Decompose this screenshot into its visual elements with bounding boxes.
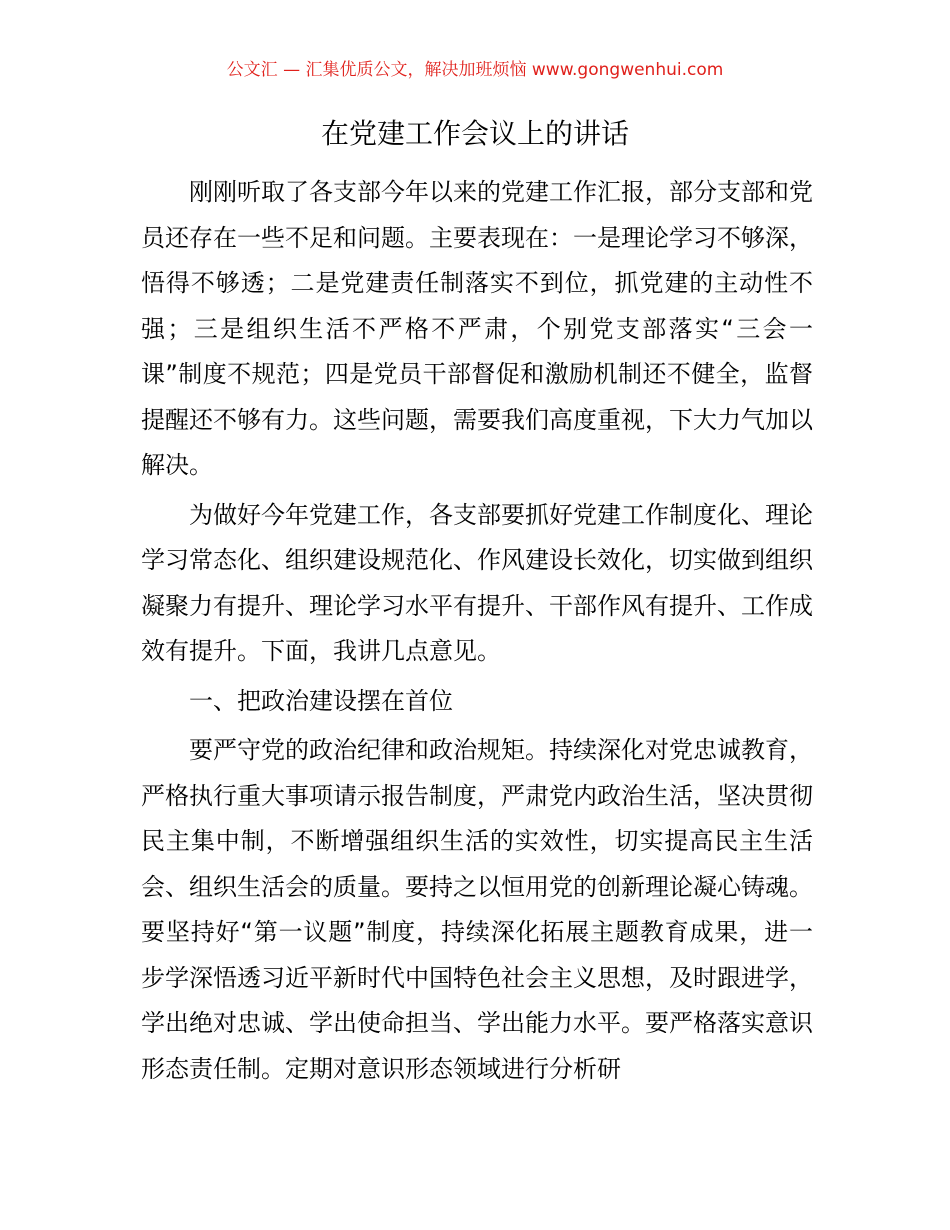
section-heading-1: 一、把政治建设摆在首位 [189,686,453,715]
document-body [141,170,813,1096]
section-1-paragraph: 要严守党的政治纪律和政治规矩。持续深化对党忠诚教育，严格执行重大事项请示报告制度，严肃党内政治生活，坚决贯彻民主集中制，不断增强组织生活的实效性，切实提高民主生活会、组织生活会的质量。要持之以恒用党的创新理论凝心铸魂。要坚持好“第一议题”制度，持续深化拓展主题教育成果，进一步学深悟透习近平新时代中国特色社会主义思想，及时跟进学，学出绝对忠诚、学出使命担当、学出能力水平。要严格落实意识形态责任制。定期对意识形态领域进行分析研 [141,736,813,1083]
paragraph-overview: 为做好今年党建工作，各支部要抓好党建工作制度化、理论学习常态化、组织建设规范化、作风建设长效化，切实做到组织凝聚力有提升、理论学习水平有提升、干部作风有提升、工作成效有提升。下面，我讲几点意见。 [141,500,813,665]
site-banner[interactable]: 公文汇 — 汇集优质公文，解决加班烦恼 www.gongwenhui.com [226,60,724,80]
paragraph-intro: 刚刚听取了各支部今年以来的党建工作汇报，部分支部和党员还存在一些不足和问题。主要表现在：一是理论学习不够深，悟得不够透；二是党建责任制落实不到位，抓党建的主动性不强；三是组织生活不严格不严肃，个别党支部落实“三会一课”制度不规范；四是党员干部督促和激励机制还不健全，监督提醒还不够有力。这些问题，需要我们高度重视，下大力气加以解决。 [141,178,813,479]
document-title: 在党建工作会议上的讲话 [320,117,629,150]
